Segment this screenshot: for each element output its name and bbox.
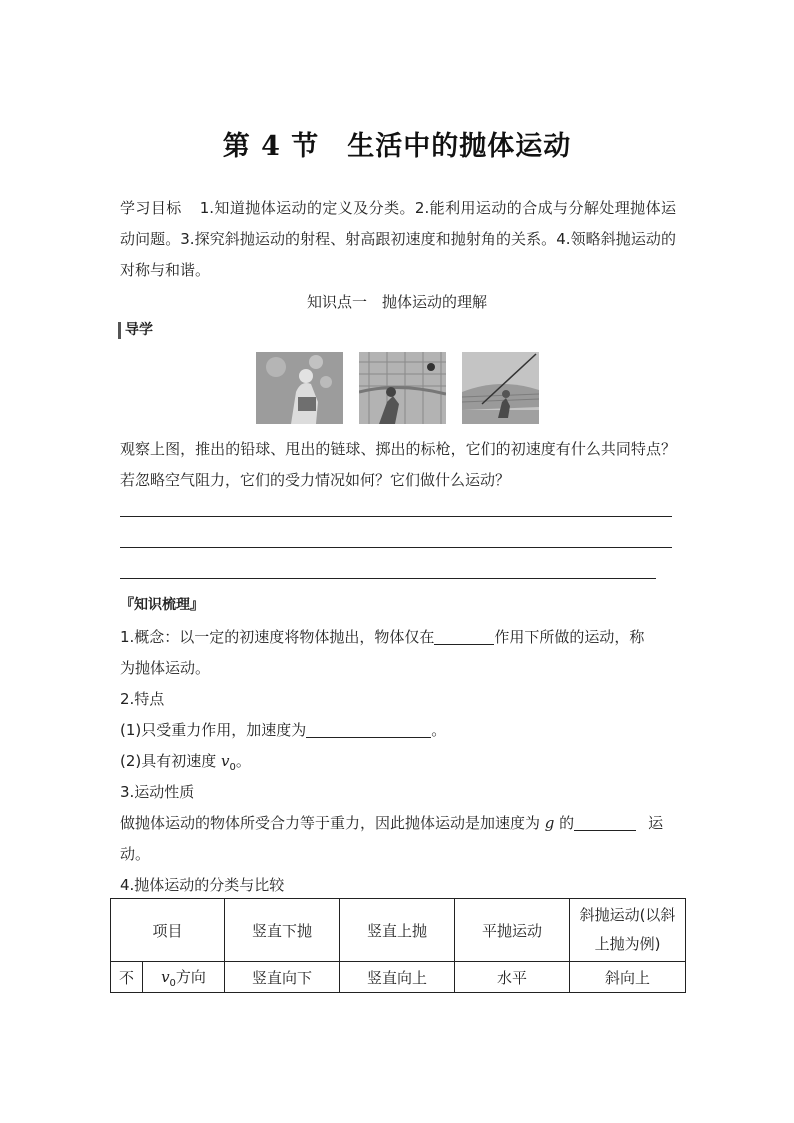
feature-1-text: (1)只受重力作用，加速度为 (120, 721, 307, 739)
nature-line-1 (120, 812, 676, 833)
table-row (111, 962, 686, 993)
classification-heading: 4.抛体运动的分类与比较 (120, 876, 285, 894)
header-vertical-up: 竖直上抛 (340, 899, 455, 962)
row-v-subscript: 0 (169, 977, 176, 989)
v-symbol: v (221, 752, 230, 770)
answer-line[interactable] (120, 547, 672, 548)
feature-1 (120, 719, 446, 740)
cell-vertical-down: 竖直向下 (225, 962, 340, 993)
nature-text-b: 的 (554, 814, 575, 832)
learning-objectives (120, 193, 676, 286)
knowledge-point-heading: 知识点一 抛体运动的理解 (306, 293, 487, 311)
table-header-row (111, 899, 686, 962)
hammer-throw-photo (359, 352, 446, 424)
guide-label: 导学 (118, 322, 153, 339)
shot-put-photo (256, 352, 343, 424)
feature-2-end: 。 (235, 752, 251, 770)
nature-heading: 3.运动性质 (120, 783, 195, 801)
knowledge-summary-label: 『知识梳理』 (120, 597, 204, 613)
row-label (143, 962, 225, 993)
feature-2 (120, 750, 251, 773)
row-v-symbol: v (161, 967, 170, 986)
features-heading: 2.特点 (120, 690, 165, 708)
v-subscript: 0 (229, 762, 236, 773)
feature-1-end: 。 (431, 721, 447, 739)
row-label-text: 方向 (175, 967, 206, 986)
feature-2-text: (2)具有初速度 (120, 752, 222, 770)
javelin-photo (462, 352, 539, 424)
cell-oblique: 斜向上 (570, 962, 686, 993)
concept-text-a: 1.概念：以一定的初速度将物体抛出，物体仅在 (120, 628, 435, 646)
g-symbol: g (544, 814, 555, 832)
nature-line-2: 动。 (120, 845, 151, 863)
motion-type-blank[interactable] (574, 815, 636, 831)
header-horizontal: 平抛运动 (455, 899, 570, 962)
nature-text-a: 做抛体运动的物体所受合力等于重力，因此抛体运动是加速度为 (120, 814, 545, 832)
concept-text-b: 作用下所做的运动，称 (494, 628, 645, 646)
concept-blank[interactable] (434, 629, 494, 645)
answer-line[interactable] (120, 578, 656, 579)
classification-table (110, 898, 686, 993)
answer-line[interactable] (120, 516, 672, 517)
header-item: 项目 (111, 899, 225, 962)
header-oblique: 斜抛运动(以斜上抛为例) (570, 899, 686, 962)
concept-line-2: 为抛体运动。 (120, 659, 211, 677)
header-vertical-down: 竖直下抛 (225, 899, 340, 962)
cell-vertical-up: 竖直向上 (340, 962, 455, 993)
objectives-text: 1.知道抛体运动的定义及分类。2.能利用运动的合成与分解处理抛体运动问题。3.探究斜抛运动的射程、射高跟初速度和抛射角的关系。4.领略斜抛运动的对称与和谐。 (120, 199, 676, 279)
guide-question: 观察上图，推出的铅球、甩出的链球、掷出的标枪，它们的初速度有什么共同特点？若忽略空气阻力，它们的受力情况如何？它们做什么运动？ (120, 440, 676, 489)
objectives-label: 学习目标 (120, 199, 182, 217)
nature-text-c: 运 (648, 814, 664, 832)
acceleration-blank[interactable] (306, 722, 431, 738)
concept-line-1 (120, 626, 676, 647)
row-category: 不 (111, 962, 143, 993)
page-title: 第 4 节 生活中的抛体运动 (222, 131, 572, 162)
cell-horizontal: 水平 (455, 962, 570, 993)
